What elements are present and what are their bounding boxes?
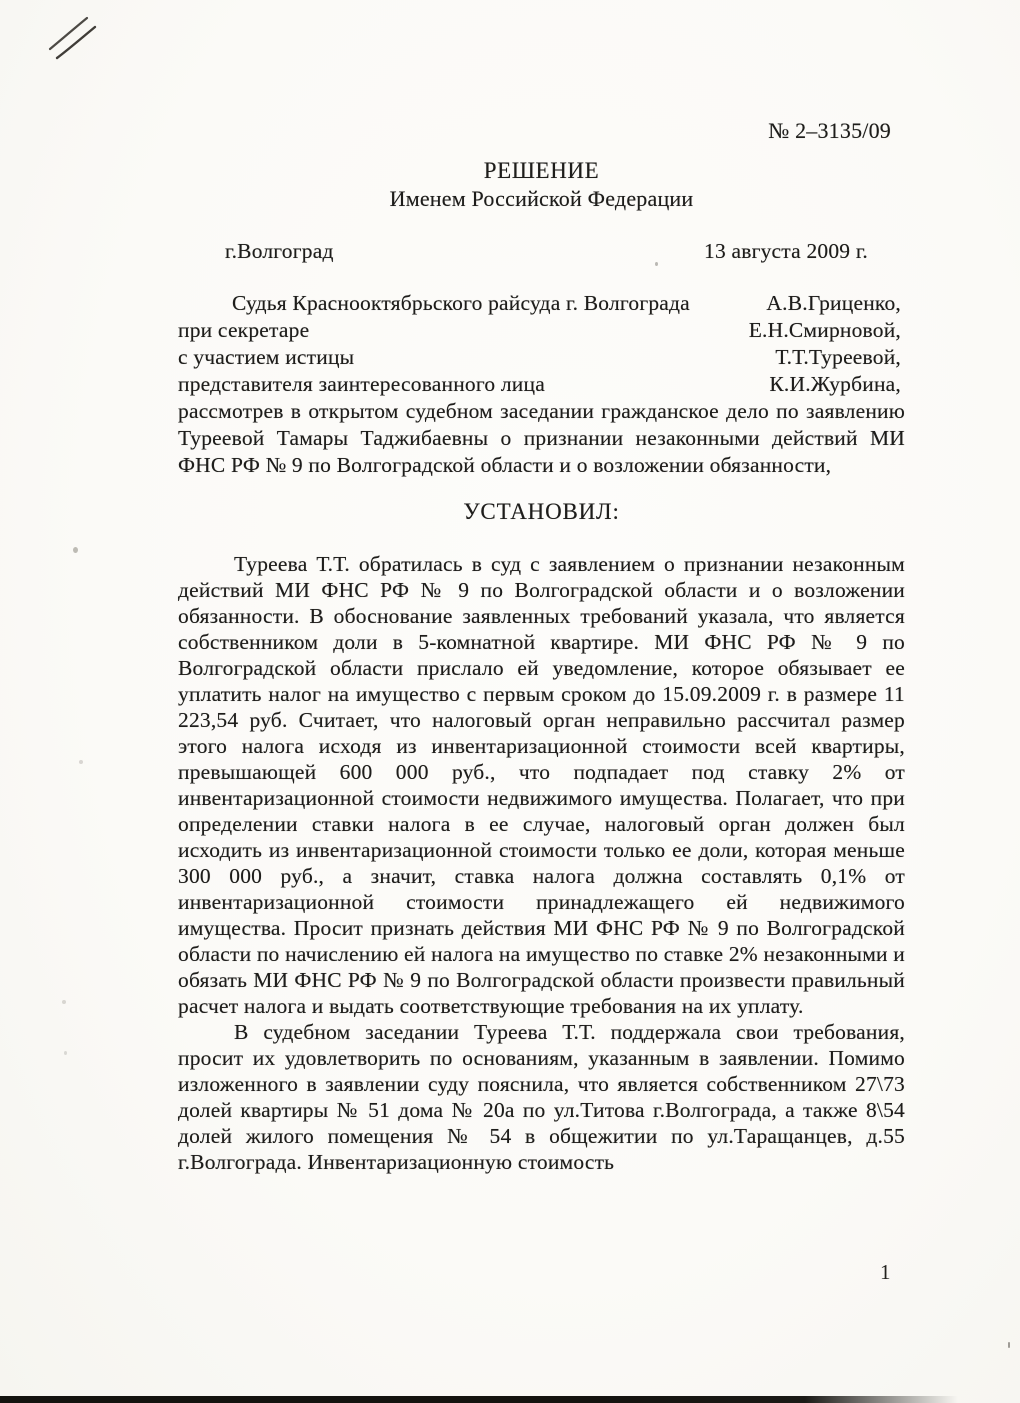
party-name: К.И.Журбина, xyxy=(769,372,901,396)
party-row-judge xyxy=(178,290,905,317)
decision-date: 13 августа 2009 г. xyxy=(704,239,868,263)
scan-speck xyxy=(655,262,658,266)
body-paragraph-2: В судебном заседании Туреева Т.Т. поддержала свои требования, просит их удовлетворить по основаниям, указанным в заявлении. Помимо изложенного в заявлении суду пояснила, что является собственником 27\73 долей квартиры № 51 дома № 20а по ул.Титова г.Волгограда, а также 8\54 долей жилого помещения № 54 в общежитии по ул.Таращанцев, д.55 г.Волгограда. Инвентаризационную стоимость xyxy=(178,1020,905,1174)
party-role: при секретаре xyxy=(178,318,310,342)
party-role: с участием истицы xyxy=(178,345,355,369)
scan-speck xyxy=(79,760,83,764)
scanner-edge-shadow xyxy=(0,1396,958,1403)
page-number: 1 xyxy=(880,1260,891,1284)
document-subtitle: Именем Российской Федерации xyxy=(389,186,694,211)
party-row-secretary xyxy=(178,317,905,344)
scan-speck xyxy=(64,1051,67,1055)
section-heading-ustanovil: УСТАНОВИЛ: xyxy=(463,499,620,524)
party-name: А.В.Гриценко, xyxy=(766,291,901,315)
parties-block xyxy=(178,290,905,398)
document-body xyxy=(178,118,905,1175)
scan-speck xyxy=(73,547,78,553)
pen-stroke-mark xyxy=(38,8,108,70)
party-role: представителя заинтересованного лица xyxy=(178,372,545,396)
intro-paragraph: рассмотрев в открытом судебном заседании гражданское дело по заявлению Туреевой Тамары Таджибаевны о признании незаконными действий МИ ФНС РФ № 9 по Волгоградской области и о возложении обязанности, xyxy=(178,399,905,477)
party-row-representative xyxy=(178,371,905,398)
party-name: Т.Т.Туреевой, xyxy=(775,345,901,369)
party-name: Е.Н.Смирновой, xyxy=(748,318,901,342)
city-date-line xyxy=(178,238,905,265)
party-row-plaintiff xyxy=(178,344,905,371)
city-label: г.Волгоград xyxy=(225,239,334,263)
party-role: Судья Краснооктябрьского райсуда г. Волгограда xyxy=(232,291,690,315)
document-title: РЕШЕНИЕ xyxy=(483,158,600,183)
scan-speck xyxy=(1008,1342,1010,1348)
body-paragraph-1: Туреева Т.Т. обратилась в суд с заявлением о признании незаконным действий МИ ФНС РФ № 9 по Волгоградской области и о возложении обязанности. В обоснование заявленных требований указала, что является собственником доли в 5-комнатной квартире. МИ ФНС РФ № 9 по Волгоградской области прислало ей уведомление, которое обязывает ее уплатить налог на имущество с первым сроком до 15.09.2009 г. в размере 11 223,54 руб. Считает, что налоговый орган неправильно рассчитал размер этого налога исходя из инвентаризационной стоимости всей квартиры, превышающей 600 000 руб., что подпадает под ставку 2% от инвентаризационной стоимости недвижимого имущества. Полагает, что при определении ставки налога в ее случае, налоговый орган должен был исходить из инвентаризационной стоимости только ее доли, которая меньше 300 000 руб., а значит, ставка налога должна составлять 0,1% от инвентаризационной стоимости принадлежащего ей недвижимого имущества. Просит признать действия МИ ФНС РФ № 9 по Волгоградской области по начислению ей налога на имущество по ставке 2% незаконными и обязать МИ ФНС РФ № 9 по Волгоградской области произвести правильный расчет налога и выдать соответствующие требования на их уплату. xyxy=(178,552,905,1018)
case-number: № 2–3135/09 xyxy=(768,118,891,143)
scan-speck xyxy=(62,1000,66,1004)
